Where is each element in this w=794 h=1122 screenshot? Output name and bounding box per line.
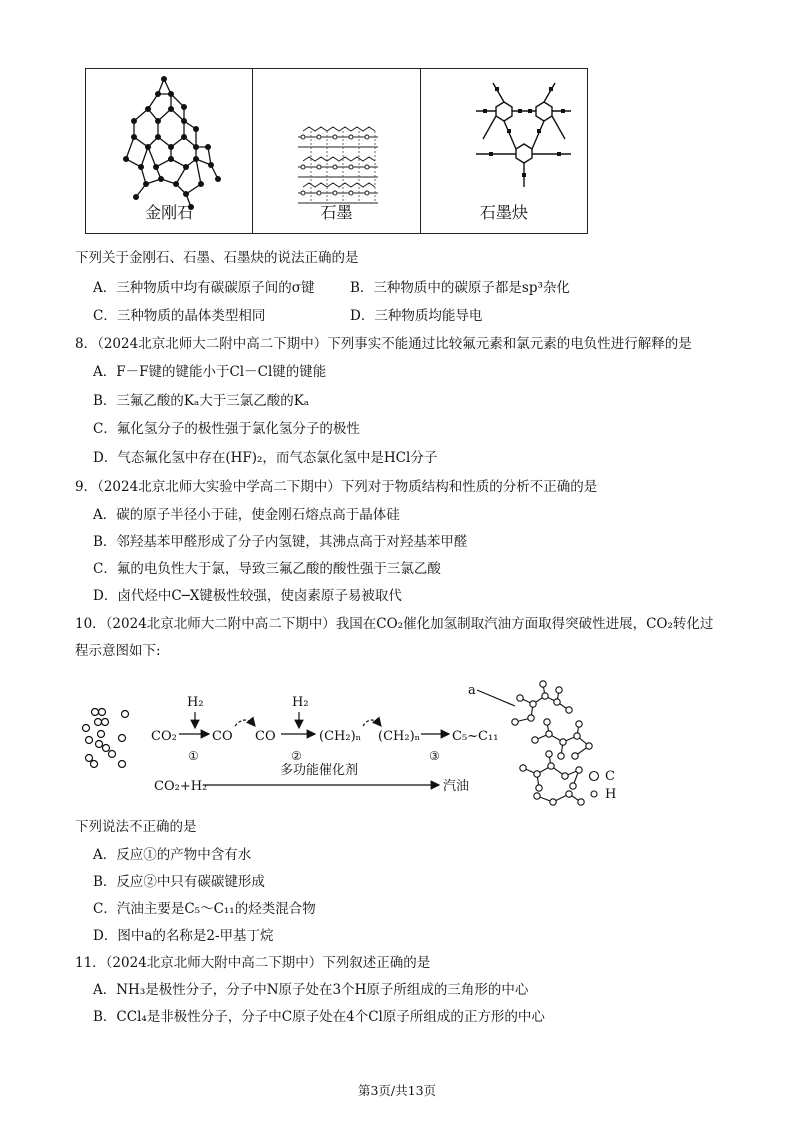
co2-label: CO₂	[151, 729, 177, 744]
diamond-cell	[86, 69, 253, 233]
graphite-caption: 石墨	[320, 203, 353, 222]
co-label-b: CO	[255, 729, 276, 744]
label-a: a	[468, 683, 476, 698]
q7-option-c: C．三种物质的晶体类型相同	[93, 308, 266, 324]
catalyst-label: 多功能催化剂	[280, 763, 359, 778]
q7-option-a: A．三种物质中均有碳碳原子间的σ键	[93, 280, 315, 296]
q10-option-d: D．图中a的名称是2-甲基丁烷	[93, 928, 274, 944]
q10-option-a: A．反应①的产物中含有水	[93, 847, 252, 863]
co2-molecules-icon	[83, 709, 129, 768]
step2-label: ②	[291, 749, 302, 763]
q8-option-a: A．F－F键的键能小于Cl－Cl键的键能	[93, 364, 327, 380]
h2-label-a: H₂	[187, 695, 204, 710]
ch2-label-a: (CH₂)ₙ	[319, 729, 362, 744]
structure-figure-table	[85, 68, 588, 234]
gasoline-molecules-icon	[515, 684, 589, 802]
step1-label: ①	[188, 749, 199, 763]
legend-c-label: C	[605, 769, 615, 784]
graphite-cell	[253, 69, 420, 233]
co-label-a: CO	[212, 729, 233, 744]
gasoline-label: 汽油	[443, 779, 470, 794]
q10-option-b: B．反应②中只有碳碳键形成	[93, 874, 265, 890]
q7-option-b: B．三种物质中的碳原子都是sp³杂化	[350, 280, 570, 296]
q8-option-c: C．氟化氢分子的极性强于氯化氢分子的极性	[93, 421, 360, 437]
page-footer: 第3页/共13页	[357, 1083, 437, 1098]
diamond-caption: 金刚石	[145, 203, 194, 222]
reactants-label: CO₂+H₂	[154, 779, 208, 794]
legend-h-label: H	[605, 787, 617, 802]
q9-option-d: D．卤代烃中C─X键极性较强，使卤素原子易被取代	[93, 588, 402, 604]
q10-stem-line1: 10．（2024北京北师大二附中高二下期中）我国在CO₂催化加氢制取汽油方面取得突破性进展，CO₂转化过	[75, 616, 714, 632]
ch2-label-b: (CH₂)ₙ	[378, 729, 421, 744]
q9-stem: 9．（2024北京北师大实验中学高二下期中）下列对于物质结构和性质的分析不正确的是	[75, 479, 598, 495]
co2-conversion-diagram	[75, 676, 715, 826]
q10-option-c: C．汽油主要是C₅～C₁₁的烃类混合物	[93, 901, 316, 917]
q10-stem-line2: 程示意图如下:	[75, 643, 161, 659]
q9-option-c: C．氟的电负性大于氯，导致三氟乙酸的酸性强于三氯乙酸	[93, 561, 441, 577]
q8-option-d: D．气态氟化氢中存在(HF)₂，而气态氯化氢中是HCl分子	[93, 450, 438, 466]
graphyne-caption: 石墨炔	[479, 203, 528, 222]
q9-option-a: A．碳的原子半径小于硅，使金刚石熔点高于晶体硅	[93, 507, 400, 523]
q11-option-b: B．CCl₄是非极性分子，分子中C原子处在4个Cl原子所组成的正方形的中心	[93, 1009, 545, 1025]
q9-option-b: B．邻羟基苯甲醛形成了分子内氢键，其沸点高于对羟基苯甲醛	[93, 534, 468, 550]
q11-stem: 11．（2024北京北师大附中高二下期中）下列叙述正确的是	[75, 955, 431, 971]
q11-option-a: A．NH₃是极性分子，分子中N原子处在3个H原子所组成的三角形的中心	[93, 982, 529, 998]
legend-carbon-icon	[590, 772, 599, 781]
q7-stem: 下列关于金刚石、石墨、石墨炔的说法正确的是	[75, 250, 359, 266]
h2-label-b: H₂	[292, 695, 309, 710]
q7-option-d: D．三种物质均能导电	[350, 308, 483, 324]
step3-label: ③	[429, 749, 440, 763]
legend-hydrogen-icon	[591, 791, 597, 797]
graphyne-cell	[421, 69, 587, 233]
q8-option-b: B．三氟乙酸的Kₐ大于三氯乙酸的Kₐ	[93, 393, 310, 409]
c5-c11-label: C₅~C₁₁	[452, 729, 499, 744]
q10-stem-line3: 下列说法不正确的是	[75, 819, 197, 835]
q8-stem: 8．（2024北京北师大二附中高二下期中）下列事实不能通过比较氟元素和氯元素的电负性进行解释的是	[75, 336, 692, 352]
